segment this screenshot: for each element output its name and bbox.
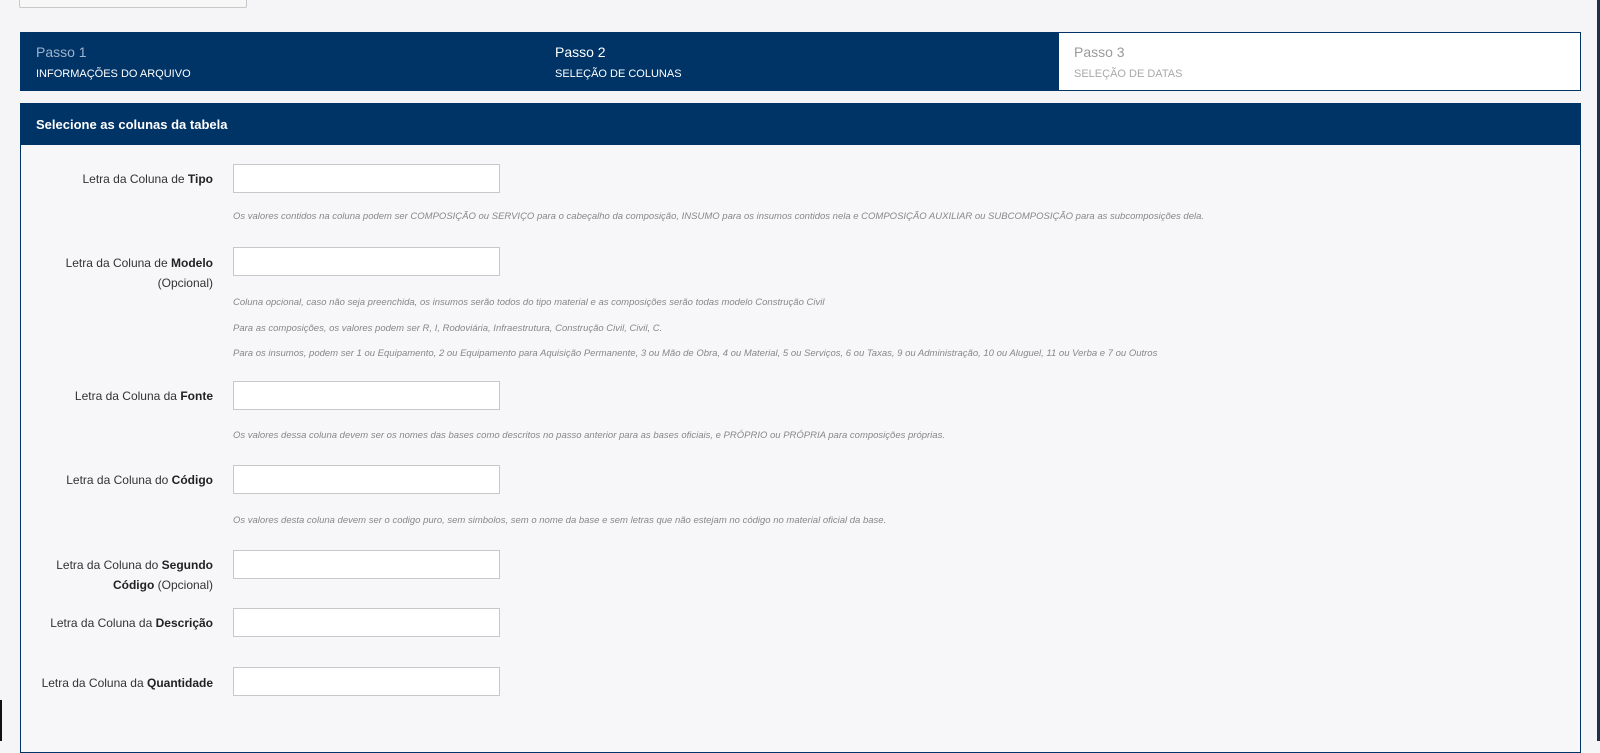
panel-title: Selecione as colunas da tabela	[21, 104, 1580, 145]
quantidade-input[interactable]	[233, 667, 500, 696]
fonte-hint: Os valores dessa coluna devem ser os nomes das bases como descritos no passo anterior para as bases oficiais, e PRÓPRIO ou PRÓPRIA para composições próprias.	[233, 430, 945, 441]
step-1-title: Passo 1	[36, 44, 87, 60]
segundo-codigo-label: Letra da Coluna do Segundo Código (Opcional)	[56, 558, 213, 592]
step-2[interactable]	[540, 33, 1059, 90]
modelo-label: Letra da Coluna de Modelo (Opcional)	[65, 256, 213, 290]
modelo-hint-1: Coluna opcional, caso não seja preenchida, os insumos serão todos do tipo material e as composições serão todas modelo Construção Civil	[233, 297, 825, 308]
step-1[interactable]	[21, 33, 540, 90]
modelo-hint-2: Para as composições, os valores podem ser R, I, Rodoviária, Infraestrutura, Construção Civil, Civil, C.	[233, 323, 663, 334]
modelo-hint-3: Para os insumos, podem ser 1 ou Equipamento, 2 ou Equipamento para Aquisição Permanente, 3 ou Mão de Obra, 4 ou Material, 5 ou Serviços, 6 ou Taxas, 9 ou Administração, 10 ou Aluguel, 11 ou Verba e 7 ou Outros	[233, 348, 1158, 359]
modelo-input[interactable]	[233, 247, 500, 276]
descricao-input[interactable]	[233, 608, 500, 637]
fonte-label: Letra da Coluna da Fonte	[74, 389, 213, 403]
fonte-input[interactable]	[233, 381, 500, 410]
codigo-hint: Os valores desta coluna devem ser o codigo puro, sem simbolos, sem o nome da base e sem letras que não estejam no código no material oficial da base.	[233, 515, 887, 526]
step-2-title: Passo 2	[555, 44, 606, 60]
segundo-codigo-input[interactable]	[233, 550, 500, 579]
codigo-input[interactable]	[233, 465, 500, 494]
descricao-label: Letra da Coluna da Descrição	[50, 616, 213, 630]
tipo-input[interactable]	[233, 164, 500, 193]
step-3-title: Passo 3	[1074, 44, 1125, 60]
codigo-label: Letra da Coluna do Código	[66, 473, 213, 487]
top-button[interactable]	[19, 0, 247, 8]
step-3-subtitle: SELEÇÃO DE DATAS	[1074, 68, 1183, 80]
tipo-hint: Os valores contidos na coluna podem ser COMPOSIÇÃO ou SERVIÇO para o cabeçalho da composição, INSUMO para os insumos contidos nela e COMPOSIÇÃO AUXILIAR ou SUBCOMPOSIÇÃO para as subcomposições dela.	[233, 211, 1205, 222]
step-1-subtitle: INFORMAÇÕES DO ARQUIVO	[36, 68, 191, 80]
step-2-subtitle: SELEÇÃO DE COLUNAS	[555, 68, 682, 80]
step-3[interactable]	[1059, 33, 1580, 90]
columns-panel	[20, 103, 1581, 753]
tipo-label: Letra da Coluna de Tipo	[82, 172, 213, 186]
wizard-steps	[20, 32, 1581, 91]
window-edge-left	[0, 700, 2, 741]
quantidade-label: Letra da Coluna da Quantidade	[41, 676, 213, 690]
